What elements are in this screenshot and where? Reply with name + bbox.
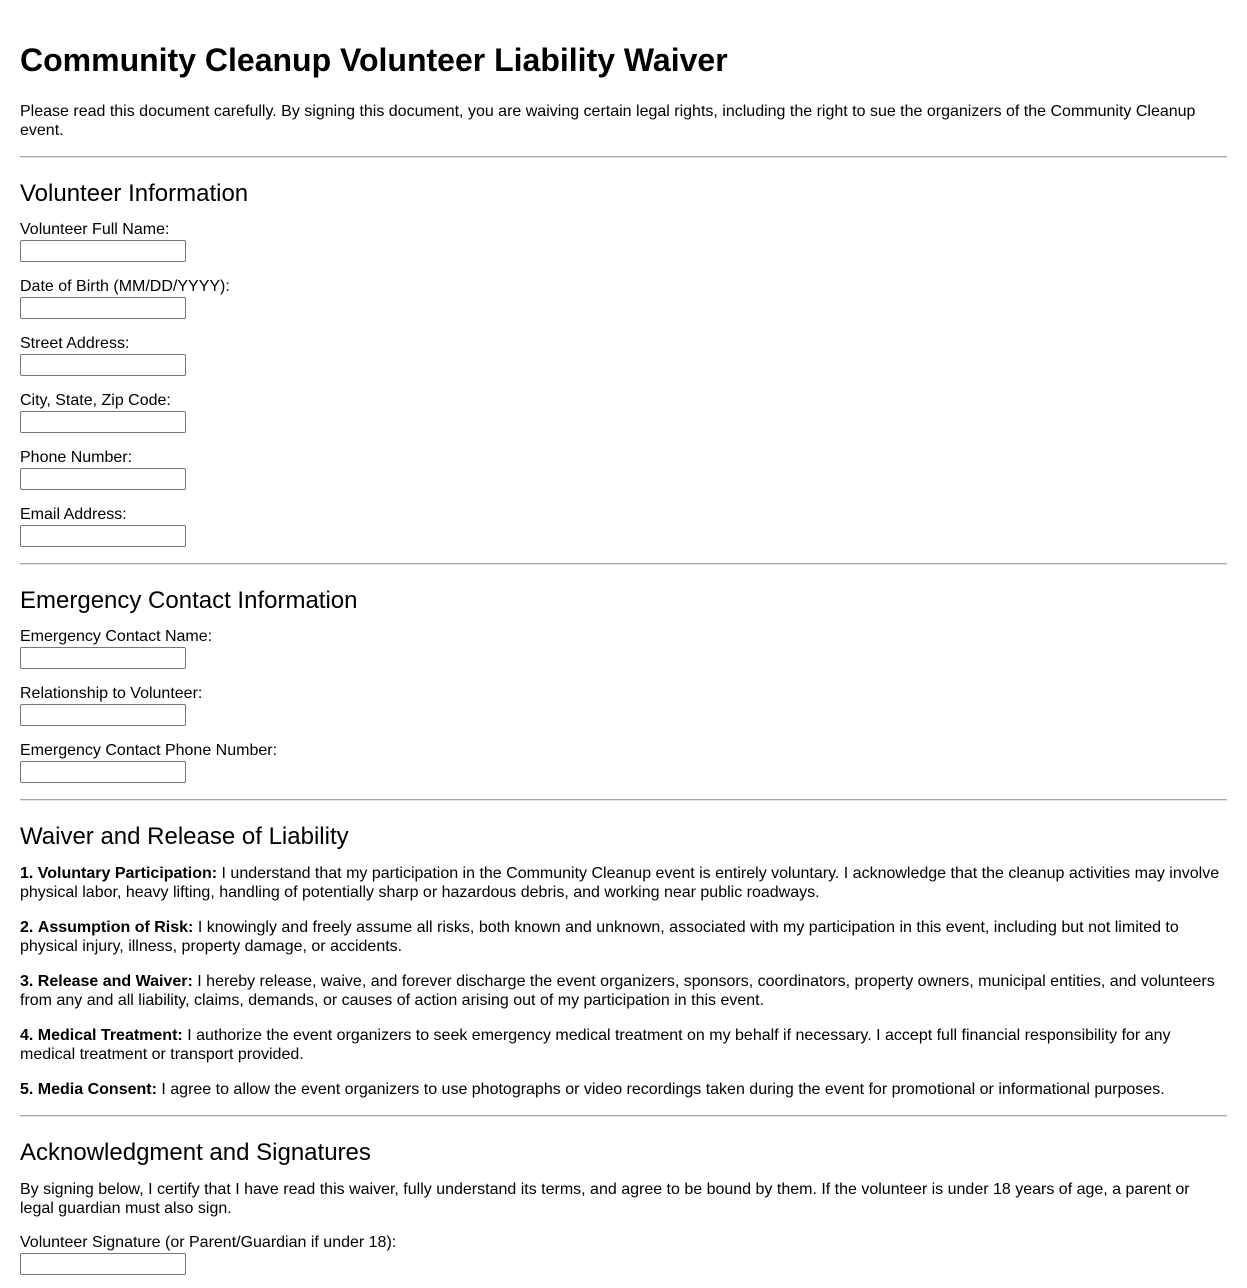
emergency-contact-name-label: Emergency Contact Name: [20,628,213,645]
street-address-label: Street Address: [20,335,130,352]
acknowledgment-section [20,1137,1227,1275]
clause-title: Release and Waiver: [37,973,193,990]
clause-number: 1. [20,865,34,882]
acknowledgment-text: By signing below, I certify that I have read this waiver, fully understand its terms, and agree to be bound by them. If the volunteer is under 18 years of age, a parent or legal guardian must also sign. [20,1181,1190,1217]
city-state-zip-field [20,392,1227,433]
email-address-label: Email Address: [20,506,127,523]
clause-voluntary-participation [20,864,1227,902]
relationship-label: Relationship to Volunteer: [20,685,203,702]
volunteer-signature-label: Volunteer Signature (or Parent/Guardian if under 18): [20,1234,397,1251]
clause-title: Medical Treatment: [37,1027,183,1044]
date-of-birth-input[interactable] [20,297,186,319]
clause-number: 2. [20,919,34,936]
full-name-field [20,221,1227,262]
section-divider [20,563,1227,565]
street-address-input[interactable] [20,354,186,376]
clause-assumption-of-risk [20,918,1227,956]
emergency-contact-section [20,585,1227,783]
clause-text: I understand that my participation in the Community Cleanup event is entirely voluntary. I acknowledge that the cleanup activities may involve physical labor, heavy lifting, handling of potentially sharp or hazardous debris, and working near public roadways. [20,865,1220,901]
clause-title: Media Consent: [37,1081,157,1098]
clause-number: 5. [20,1081,34,1098]
phone-number-field [20,449,1227,490]
emergency-contact-name-field [20,628,1227,669]
emergency-contact-heading: Emergency Contact Information [20,587,358,614]
clause-title: Voluntary Participation: [37,865,218,882]
relationship-field [20,685,1227,726]
phone-number-input[interactable] [20,468,186,490]
volunteer-signature-input[interactable] [20,1253,186,1275]
acknowledgment-heading: Acknowledgment and Signatures [20,1139,371,1166]
volunteer-info-heading: Volunteer Information [20,180,249,207]
full-name-input[interactable] [20,240,186,262]
emergency-contact-name-input[interactable] [20,647,186,669]
volunteer-signature-field [20,1234,1227,1275]
volunteer-info-section [20,178,1227,547]
clause-text: I agree to allow the event organizers to use photographs or video recordings taken during the event for promotional or informational purposes. [161,1081,1165,1098]
emergency-phone-label: Emergency Contact Phone Number: [20,742,278,759]
city-state-zip-label: City, State, Zip Code: [20,392,171,409]
clause-text: I hereby release, waive, and forever discharge the event organizers, sponsors, coordinators, property owners, municipal entities, and volunteers from any and all liability, claims, demands, or causes of action arising out of my participation in this event. [20,973,1215,1009]
document-title: Community Cleanup Volunteer Liability Waiver [20,42,728,78]
section-divider [20,156,1227,158]
clause-media-consent [20,1080,1227,1099]
city-state-zip-input[interactable] [20,411,186,433]
clause-text: I authorize the event organizers to seek emergency medical treatment on my behalf if necessary. I accept full financial responsibility for any medical treatment or transport provided. [20,1027,1171,1063]
date-of-birth-field [20,278,1227,319]
full-name-label: Volunteer Full Name: [20,221,170,238]
phone-number-label: Phone Number: [20,449,133,466]
email-address-input[interactable] [20,525,186,547]
emergency-phone-input[interactable] [20,761,186,783]
clause-number: 4. [20,1027,34,1044]
clause-text: I knowingly and freely assume all risks, both known and unknown, associated with my participation in this event, including but not limited to physical injury, illness, property damage, or accidents. [20,919,1179,955]
date-of-birth-label: Date of Birth (MM/DD/YYYY): [20,278,230,295]
emergency-phone-field [20,742,1227,783]
relationship-input[interactable] [20,704,186,726]
section-divider [20,1115,1227,1117]
clause-title: Assumption of Risk: [37,919,194,936]
email-address-field [20,506,1227,547]
section-divider [20,799,1227,801]
intro-text: Please read this document carefully. By signing this document, you are waiving certain legal rights, including the right to sue the organizers of the Community Cleanup event. [20,103,1196,139]
waiver-heading: Waiver and Release of Liability [20,823,349,850]
clause-release-and-waiver [20,972,1227,1010]
clause-medical-treatment [20,1026,1227,1064]
street-address-field [20,335,1227,376]
clause-number: 3. [20,973,34,990]
waiver-section [20,821,1227,1099]
